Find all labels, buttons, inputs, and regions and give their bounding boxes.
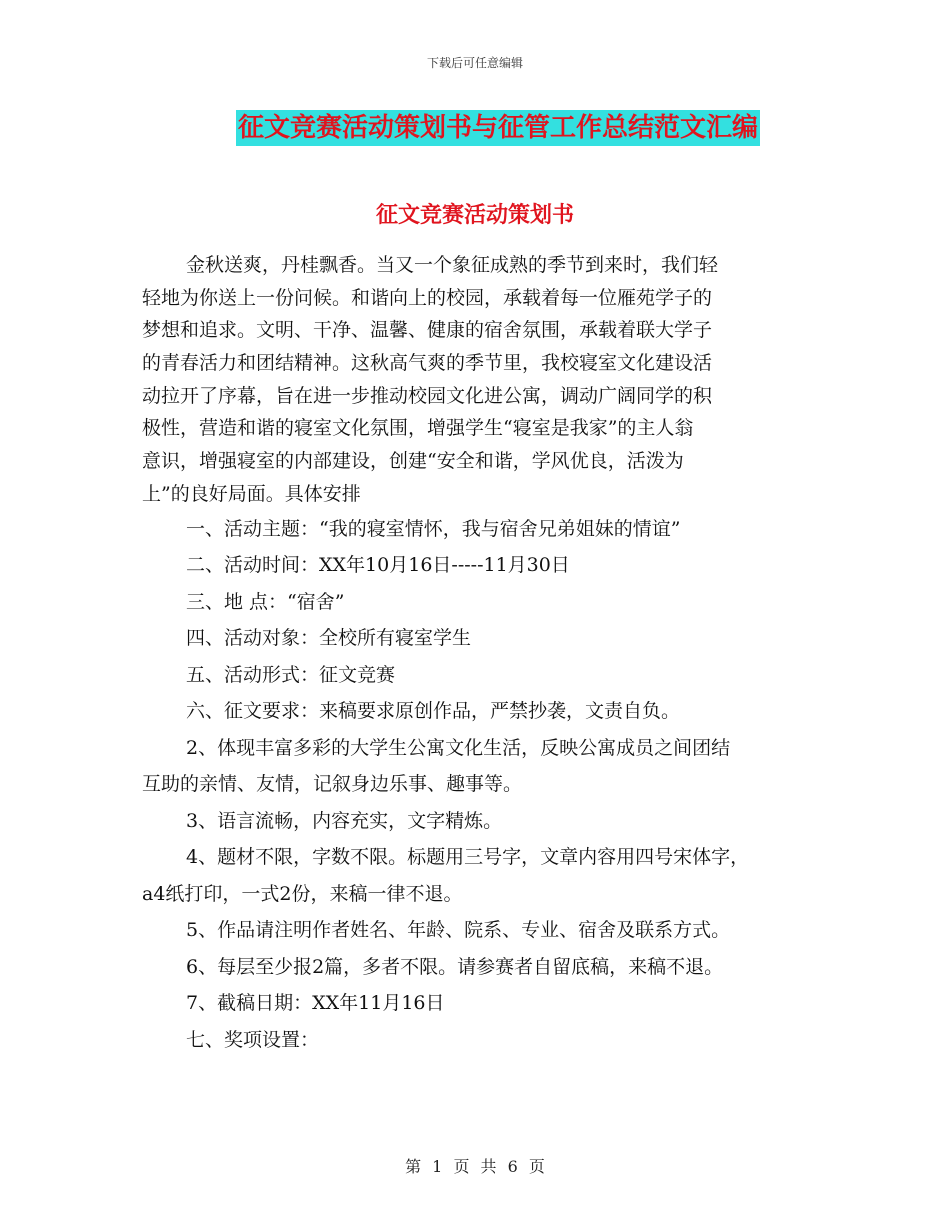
document-body	[142, 249, 812, 1058]
list-item-req-4: 4、题材不限，字数不限。标题用三号字，文章内容用四号宋体字，	[186, 846, 750, 868]
section-title: 征文竞赛活动策划书	[375, 203, 574, 228]
main-title-wrap	[0, 110, 950, 146]
list-item-req-6: 6、每层至少报2篇，多者不限。请参赛者自留底稿，来稿不退。	[186, 955, 724, 978]
list-item-req-5: 5、作品请注明作者姓名、年龄、院系、专业、宿舍及联系方式。	[186, 919, 731, 941]
list-item-req-3: 3、语言流畅，内容充实，文字精炼。	[186, 809, 503, 832]
intro-line: 梦想和追求。文明、干净、温馨、健康的宿舍氛围，承载着联大学子	[142, 319, 713, 342]
list-item-req-2: 2、体现丰富多彩的大学生公寓文化生活，反映公寓成员之间团结	[186, 736, 731, 759]
intro-line: 轻地为你送上一份问候。和谐向上的校园，承载着每一位雁苑学子的	[142, 286, 713, 309]
intro-line: 金秋送爽，丹桂飘香。当又一个象征成熟的季节到来时，我们轻	[186, 254, 719, 276]
list-item-requirements: 六、征文要求：来稿要求原创作品，严禁抄袭，文责自负。	[186, 700, 681, 722]
list-item-time: 二、活动时间：XX年10月16日-----11月30日	[186, 554, 570, 576]
intro-paragraph	[142, 249, 812, 511]
intro-line: 的青春活力和团结精神。这秋高气爽的季节里，我校寝室文化建设活	[142, 352, 713, 375]
intro-line: 意识，增强寝室的内部建设，创建“安全和谐，学风优良，活泼为	[142, 450, 684, 473]
intro-line: 上”的良好局面。具体安排	[142, 482, 361, 505]
header-note: 下载后可任意编辑	[426, 56, 523, 70]
main-title: 征文竞赛活动策划书与征管工作总结范文汇编	[236, 110, 760, 146]
page-footer: 第 1 页 共 6 页	[405, 1157, 545, 1176]
list-item-req-2-cont: 互助的亲情、友情，记叙身边乐事、趣事等。	[142, 773, 523, 795]
intro-line: 动拉开了序幕，旨在进一步推动校园文化进公寓，调动广阔同学的积	[142, 384, 713, 407]
list-item-location: 三、地 点：“宿舍”	[186, 590, 345, 613]
intro-line: 极性，营造和谐的寝室文化氛围，增强学生“寝室是我家”的主人翁	[142, 417, 694, 440]
list-item-participants: 四、活动对象：全校所有寝室学生	[186, 627, 472, 649]
list-item-awards: 七、奖项设置：	[186, 1028, 320, 1051]
items-list	[142, 511, 812, 1059]
list-item-req-4-cont: a4纸打印，一式2份，来稿一律不退。	[142, 882, 463, 905]
list-item-format: 五、活动形式：征文竞赛	[186, 663, 396, 686]
list-item-theme: 一、活动主题：“我的寝室情怀，我与宿舍兄弟姐妹的情谊”	[186, 517, 681, 540]
list-item-req-7: 7、截稿日期：XX年11月16日	[186, 992, 445, 1014]
